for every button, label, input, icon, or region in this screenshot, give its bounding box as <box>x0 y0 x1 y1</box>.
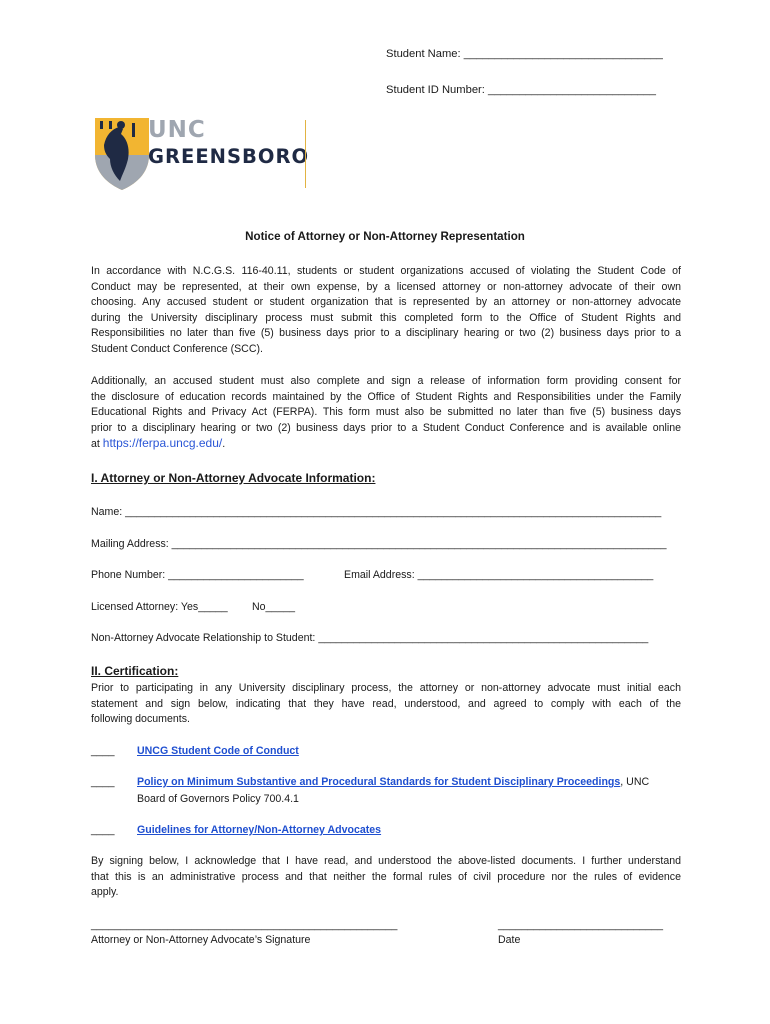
date-label: Date <box>498 934 521 946</box>
student-id-field[interactable]: Student ID Number: ___________________________ <box>386 84 656 96</box>
mailing-address-field[interactable]: Mailing Address: ____________________________________________________________________________________ <box>91 538 667 550</box>
section-2-heading: II. Certification: <box>91 664 179 678</box>
ferpa-link[interactable]: https://ferpa.uncg.edu/ <box>102 436 223 451</box>
text-line: Educational Rights and Privacy Act (FERPA). This form must also be submitted no later than five (5) business days <box>91 406 681 419</box>
text-line: Conduct may be represented, at their own expense, by a licensed attorney or non-attorney advocate of their own <box>91 280 681 293</box>
text-line: statement and sign below, indicating that they have read, understood, and agreed to comply with each of the <box>91 697 681 710</box>
section-1-heading: I. Attorney or Non-Attorney Advocate Information: <box>91 471 376 485</box>
relationship-field[interactable]: Non-Attorney Advocate Relationship to Student: ________________________________________________________ <box>91 632 649 644</box>
uncg-logo <box>92 115 312 193</box>
email-address-field[interactable]: Email Address: ________________________________________ <box>344 569 654 581</box>
disciplinary-standards-policy-link[interactable]: Policy on Minimum Substantive and Procedural Standards for Student Disciplinary Proceedings <box>137 776 621 788</box>
text-line: In accordance with N.C.G.S. 116-40.11, students or student organizations accused of violating the Student Code of <box>91 265 681 277</box>
text-line: Student Conduct Conference (SCC). <box>91 342 263 355</box>
licensed-attorney-yes-field[interactable]: Licensed Attorney: Yes_____ <box>91 601 228 613</box>
closing-statement <box>91 854 681 901</box>
text-prefix: at <box>91 438 103 451</box>
text-line: Prior to participating in any University disciplinary process, the attorney or non-attorney advocate must initial each <box>91 682 681 694</box>
initial-blank-3[interactable]: ____ <box>91 824 115 836</box>
text-line: following documents. <box>91 713 190 726</box>
signature-label: Attorney or Non-Attorney Advocate’s Signature <box>91 934 311 946</box>
text-line: apply. <box>91 886 119 899</box>
doc2-suffix: , UNC <box>620 776 650 788</box>
logo-line-unc: UNC <box>148 117 206 143</box>
date-line[interactable]: ____________________________ <box>498 919 663 931</box>
name-field[interactable]: Name: ___________________________________________________________________________________________ <box>91 506 662 518</box>
text-line: By signing below, I acknowledge that I have read, and understood the above-listed documents. I further understand <box>91 855 681 867</box>
licensed-attorney-no-field[interactable]: No_____ <box>252 601 296 613</box>
signature-line[interactable]: ____________________________________________________ <box>91 919 398 931</box>
text-line: choosing. Any accused student or student organization that is represented by an attorney or non-attorney advocate <box>91 296 681 309</box>
text-suffix: . <box>222 438 226 451</box>
initial-blank-1[interactable]: ____ <box>91 745 115 757</box>
text-line: prior to a disciplinary hearing or two (2) business days prior to a Student Conduct Conference and is available online <box>91 421 681 434</box>
phone-number-field[interactable]: Phone Number: _______________________ <box>91 569 304 581</box>
page-title: Notice of Attorney or Non-Attorney Representation <box>245 230 525 243</box>
initial-blank-2[interactable]: ____ <box>91 776 115 788</box>
intro-paragraph-2 <box>91 374 681 453</box>
intro-paragraph-1 <box>91 264 681 358</box>
advocate-guidelines-link[interactable]: Guidelines for Attorney/Non-Attorney Advocates <box>137 824 382 836</box>
text-line <box>91 436 681 453</box>
certification-intro <box>91 681 681 728</box>
student-code-of-conduct-link[interactable]: UNCG Student Code of Conduct <box>137 745 299 757</box>
text-line: Additionally, an accused student must also complete and sign a release of information form providing consent for <box>91 375 681 387</box>
doc2-line <box>137 775 649 791</box>
logo-divider <box>305 120 306 188</box>
doc2-line-2: Board of Governors Policy 700.4.1 <box>137 793 299 805</box>
student-name-field[interactable]: Student Name: ________________________________ <box>386 48 663 60</box>
text-line: Responsibilities no later than five (5) business days prior to a disciplinary hearing or two (2) business days prior to a <box>91 327 681 340</box>
text-line: that this is an administrative process and that neither the formal rules of civil procedure nor the rules of evidence <box>91 870 681 883</box>
text-line: during the University disciplinary process must submit this completed form to the Office of Student Rights and <box>91 311 681 324</box>
shield-icon <box>92 115 152 191</box>
text-line: the disclosure of education records maintained by the Office of Student Rights and Responsibilities under the Family <box>91 390 681 403</box>
logo-line-greensboro: GREENSBORO <box>148 145 310 168</box>
